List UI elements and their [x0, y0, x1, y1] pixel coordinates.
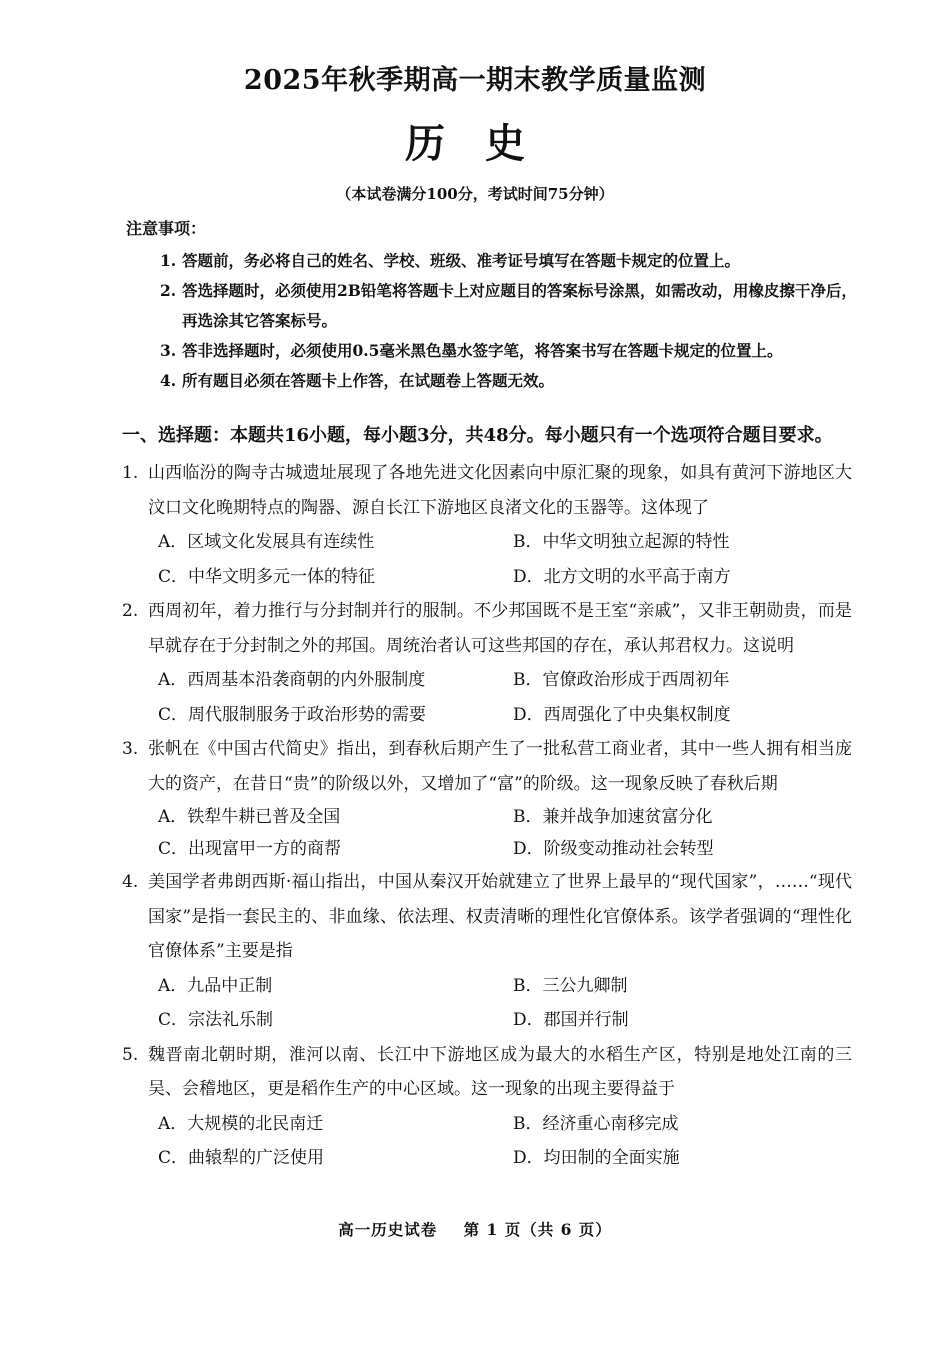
question-5: [122, 1038, 852, 1176]
question-4: [122, 865, 852, 1038]
notice-item: [160, 276, 860, 336]
notice-item: [160, 366, 860, 396]
option-c: C．宗法礼乐制: [158, 1010, 274, 1030]
option-b: B．官僚政治形成于西周初年: [513, 670, 730, 690]
subject-title: 历史: [405, 120, 565, 167]
option-c: C．周代服制服务于政治形势的需要: [158, 704, 427, 725]
question-number: 5.: [122, 1044, 139, 1065]
question-number: 2.: [122, 601, 139, 621]
notice-item-text: 答选择题时，必须使用2B铅笔将答题卡上对应题目的答案标号涂黑，如需改动，用橡皮擦干净后，再选涂其它答案标号。: [182, 281, 857, 330]
option-a: A．西周基本沿袭商朝的内外服制度: [158, 670, 426, 690]
notice-item-number: 4.: [160, 371, 177, 390]
option-b: B．经济重心南移完成: [513, 1113, 679, 1134]
exam-title: 2025年秋季期高一期末教学质量监测: [243, 65, 707, 96]
notice-title: 注意事项：: [126, 219, 207, 238]
question-stem: 山西临汾的陶寺古城遗址展现了各地先进文化因素向中原汇聚的现象，如具有黄河下游地区大汶口文化晚期特点的陶器、源自长江下游地区良渚文化的玉器等。这体现了: [148, 463, 852, 518]
question-list: [122, 456, 852, 1176]
question-number: 3.: [122, 739, 139, 759]
notice-item-text: 答题前，务必将自己的姓名、学校、班级、准考证号填写在答题卡规定的位置上。: [182, 251, 741, 270]
option-group: [148, 969, 852, 1038]
option-b: B．中华文明独立起源的特性: [513, 532, 730, 552]
notice-item-text: 所有题目必须在答题卡上作答，在试题卷上答题无效。: [182, 371, 555, 390]
question-stem: 魏晋南北朝时期，淮河以南、长江中下游地区成为最大的水稻生产区，特别是地处江南的三吴、会稽地区，更是稻作生产的中心区域。这一现象的出现主要得益于: [148, 1044, 852, 1099]
question-stem: 美国学者弗朗西斯·福山指出，中国从秦汉开始就建立了世界上最早的“现代国家”，……“现代国家”是指一套民主的、非血缘、依法理、权责清晰的理性化官僚体系。该学者强调的“理性化官僚体系”主要是指: [148, 872, 852, 961]
option-c: C．出现富甲一方的商帮: [158, 839, 342, 859]
notice-item-number: 2.: [160, 281, 177, 300]
section-heading: 一、选择题：本题共16小题，每小题3分，共48分。每小题只有一个选项符合题目要求。: [122, 425, 833, 446]
option-d: D．均田制的全面实施: [513, 1148, 680, 1168]
notice-item: [160, 246, 860, 276]
footer-page-info: 第 1 页（共 6 页）: [463, 1220, 612, 1239]
notice-item-text: 答非选择题时，必须使用0.5毫米黑色墨水签字笔，将答案书写在答题卡规定的位置上。: [182, 341, 783, 360]
option-d: D．郡国并行制: [513, 1010, 629, 1030]
option-d: D．西周强化了中央集权制度: [513, 704, 731, 725]
question-number: 1.: [122, 463, 139, 483]
notice-item: [160, 336, 860, 366]
page-footer: [0, 1218, 950, 1240]
option-c: C．中华文明多元一体的特征: [158, 566, 376, 587]
option-group: [148, 1107, 852, 1176]
option-b: B．三公九卿制: [513, 975, 628, 996]
question-number: 4.: [122, 872, 139, 892]
option-group: [148, 801, 852, 865]
option-group: [148, 663, 852, 732]
notice-list: [160, 246, 860, 396]
option-c: C．曲辕犁的广泛使用: [158, 1148, 325, 1168]
option-b: B．兼并战争加速贫富分化: [513, 807, 713, 827]
question-1: [122, 456, 852, 594]
question-stem: 西周初年，着力推行与分封制并行的服制。不少邦国既不是王室“亲戚”，又非王朝勋贵，而是早就存在于分封制之外的邦国。周统治者认可这些邦国的存在，承认邦君权力。这说明: [148, 601, 852, 656]
option-a: A．区域文化发展具有连续性: [158, 532, 375, 552]
option-a: A．九品中正制: [158, 975, 273, 996]
notice-item-number: 1.: [160, 251, 177, 270]
question-2: [122, 594, 852, 732]
option-d: D．阶级变动推动社会转型: [513, 839, 714, 859]
notice-item-number: 3.: [160, 341, 177, 360]
exam-info: （本试卷满分100分，考试时间75分钟）: [336, 185, 614, 203]
question-3: [122, 732, 852, 865]
option-a: A．铁犁牛耕已普及全国: [158, 807, 341, 827]
option-group: [148, 525, 852, 594]
footer-paper-name: 高一历史试卷: [338, 1220, 438, 1239]
option-a: A．大规模的北民南迁: [158, 1113, 324, 1134]
question-stem: 张帆在《中国古代简史》指出，到春秋后期产生了一批私营工商业者，其中一些人拥有相当庞大的资产，在昔日“贵”的阶级以外，又增加了“富”的阶级。这一现象反映了春秋后期: [148, 739, 852, 794]
option-d: D．北方文明的水平高于南方: [513, 566, 731, 587]
